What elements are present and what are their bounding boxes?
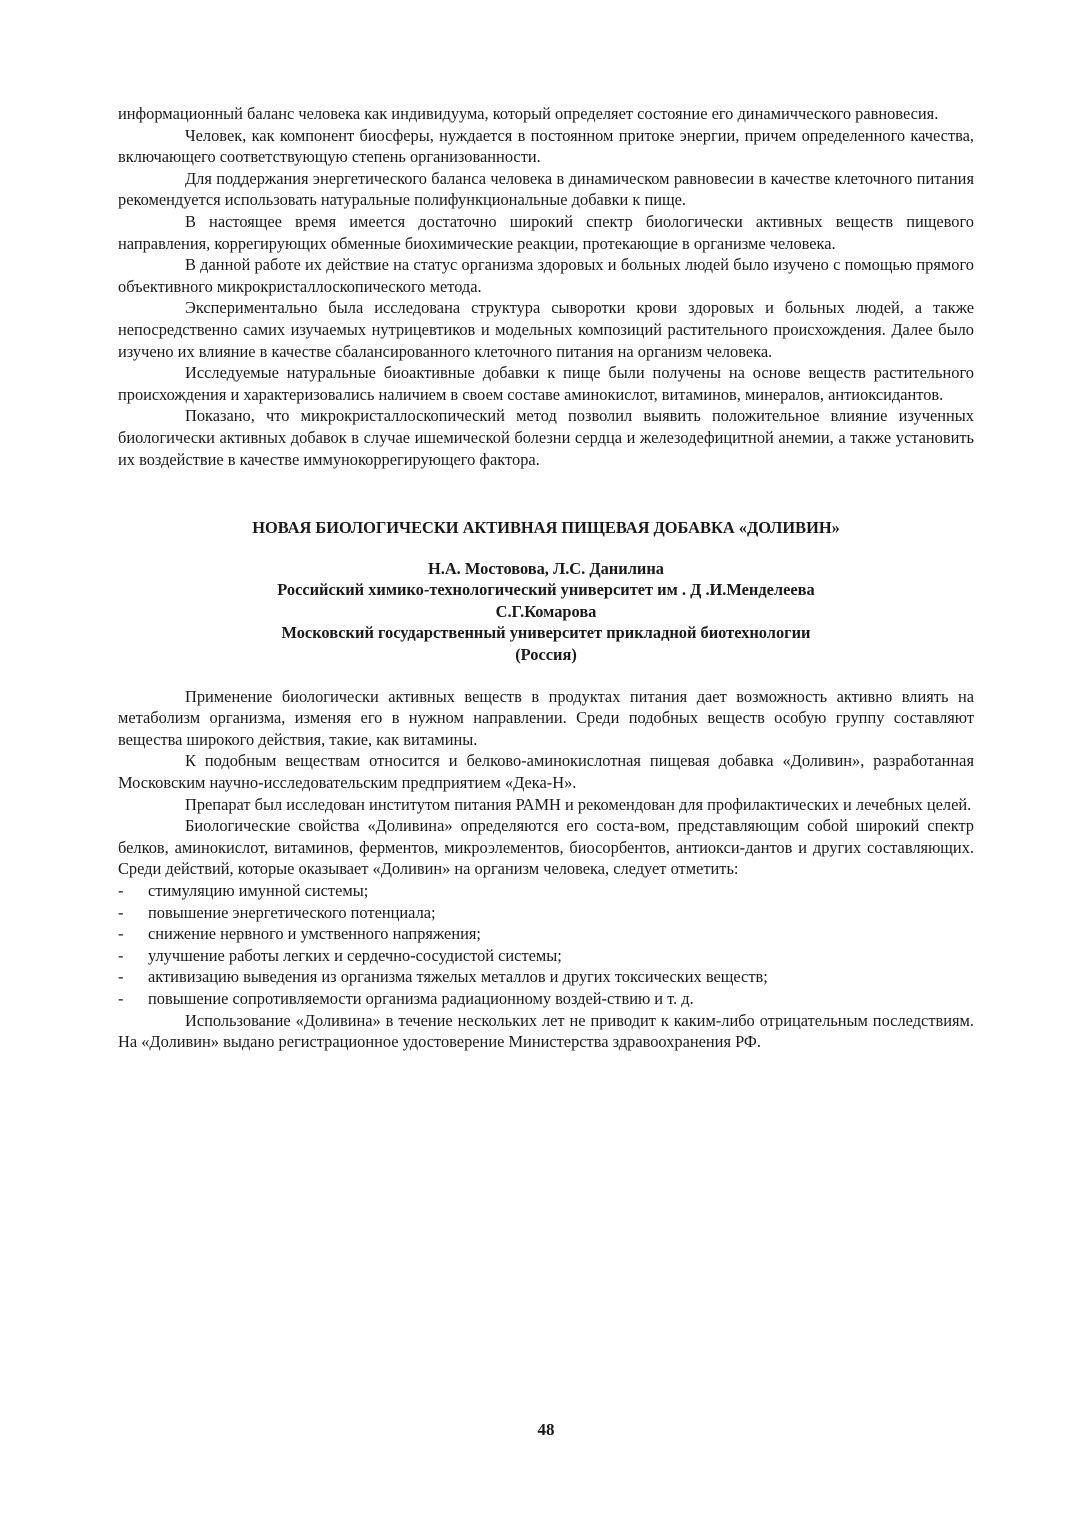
intro-paragraph-7: Исследуемые натуральные биоактивные добавки к пище были получены на основе веществ растительного происхождения и характеризовались наличием в своем составе аминокислот, витаминов, минералов, антиоксидантов. bbox=[118, 363, 974, 404]
article-paragraph-2: К подобным веществам относится и белково-аминокислотная пищевая добавка «Доливин», разработанная Московским научно-исследовательским предприятием «Дека-Н». bbox=[118, 751, 974, 793]
article-body bbox=[118, 686, 974, 1053]
intro-paragraph-8: Показано, что микрокристаллоскопический метод позволил выявить положительное влияние изученных биологически активных добавок в случае ишемической болезни сердца и железодефицитной анемии, а также установить их воздействие в качестве иммунокоррегирующего фактора. bbox=[118, 406, 974, 469]
article-paragraph-1: Применение биологически активных веществ в продуктах питания дает возможность активно влиять на метаболизм организма, изменяя его в нужном направлении. Среди подобных веществ особую группу составляют вещества широкого действия, такие, как витамины. bbox=[118, 686, 974, 749]
authors-line-2: С.Г.Комарова bbox=[495, 601, 597, 621]
intro-paragraph-4: В настоящее время имеется достаточно широкий спектр биологически активных веществ пищевого направления, коррегирующих обменные биохимические реакции, протекающие в организме человека. bbox=[118, 211, 974, 253]
intro-paragraph-6: Экспериментально была исследована структура сыворотки крови здоровых и больных людей, а также непосредственно самих изучаемых нутрицевтиков и модельных композиций растительного происхождения. Далее было изучено их влияние в качестве сбалансированного клеточного питания на организм человека. bbox=[118, 298, 974, 361]
article-paragraph-4: Биологические свойства «Доливина» определяются его соста-вом, представляющим собой широкий спектр белков, аминокислот, витаминов, ферментов, микроэлементов, биосорбентов, антиокси-дантов и других составляющих. Среди действий, которые оказывает «Доливин» на организм человека, следует отметить: bbox=[118, 816, 974, 879]
country-line: (Россия) bbox=[515, 645, 577, 665]
closing-paragraph: Использование «Доливина» в течение нескольких лет не приводит к каким-либо отрицательным последствиям. На «Доливин» выдано регистрационное удостоверение Министерства здравоохранения РФ. bbox=[118, 1010, 974, 1052]
intro-paragraph-2: Человек, как компонент биосферы, нуждается в постоянном притоке энергии, причем определенного качества, включающего соответствующую степень организованности. bbox=[118, 125, 974, 167]
authors-line-1: Н.А. Мостовова, Л.С. Данилина bbox=[428, 558, 664, 578]
affiliation-line-2: Московский государственный университет прикладной биотехнологии bbox=[281, 623, 811, 643]
page-number: 48 bbox=[537, 1420, 555, 1439]
list-item: - улучшение работы легких и сердечно-сосудистой системы; bbox=[118, 945, 974, 967]
intro-paragraph-1: информационный баланс человека как индивидуума, который определяет состояние его динамичческого равновесия. bbox=[118, 104, 939, 123]
list-item: - активизацию выведения из организма тяжелых металлов и других токсических веществ; bbox=[118, 966, 974, 988]
article-title: НОВАЯ БИОЛОГИЧЕСКИ АКТИВНАЯ ПИЩЕВАЯ ДОБАВКА «ДОЛИВИН» bbox=[252, 518, 840, 538]
page-body bbox=[118, 103, 974, 1053]
affiliation-line-1: Российский химико-технологический университет им . Д .И.Менделеева bbox=[277, 580, 815, 600]
list-item: - повышение энергетического потенциала; bbox=[118, 902, 974, 924]
previous-article-continuation bbox=[118, 103, 974, 470]
effects-list bbox=[118, 880, 974, 1010]
intro-paragraph-3: Для поддержания энергетического баланса человека в динамическом равновесии в качестве клеточного питания рекомендуется использовать натуральные полифункциональные добавки к пище. bbox=[118, 168, 974, 210]
intro-paragraph-5: В данной работе их действие на статус организма здоровых и больных людей было изучено с помощью прямого объективного микрокристаллоскопического метода. bbox=[118, 255, 974, 296]
list-item: - снижение нервного и умственного напряжения; bbox=[118, 923, 974, 945]
list-item: - стимуляцию имунной системы; bbox=[118, 880, 974, 902]
list-item: - повышение сопротивляемости организма радиационному воздей-ствию и т. д. bbox=[118, 988, 974, 1010]
article-paragraph-3: Препарат был исследован институтом питания РАМН и рекомендован для профилактических и лечебных целей. bbox=[185, 794, 972, 814]
authors-block bbox=[118, 558, 974, 666]
